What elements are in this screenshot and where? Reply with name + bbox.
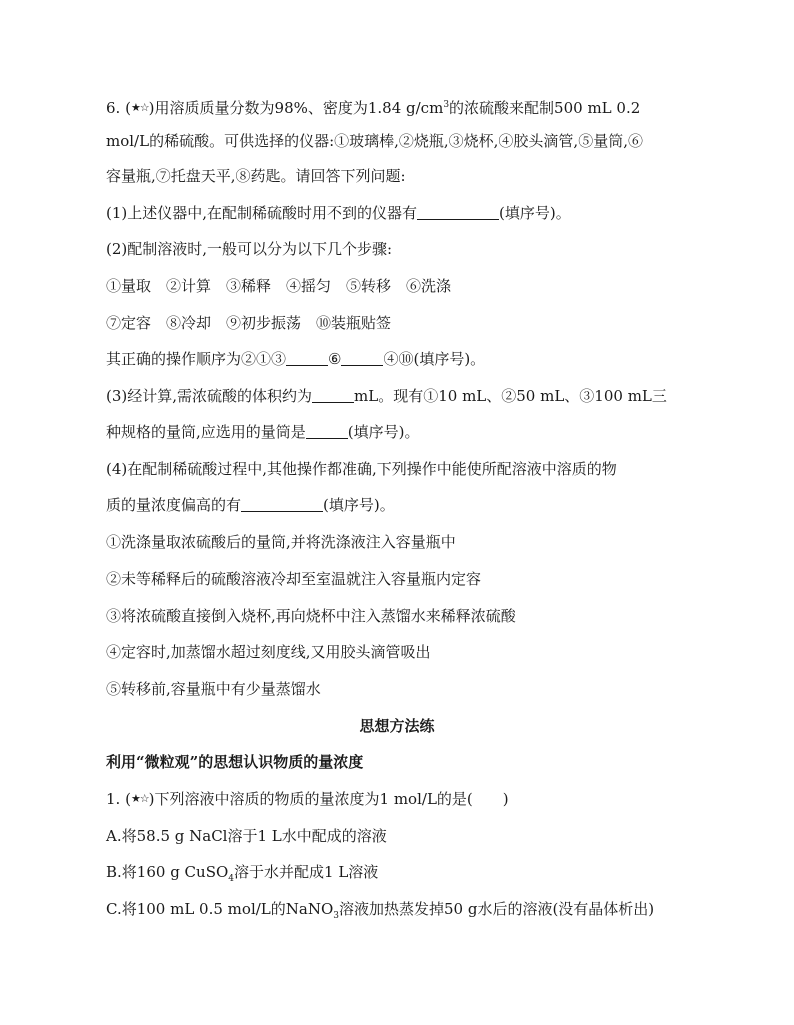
- q6-option-1: ①洗涤量取浓硫酸后的量筒,并将洗涤液注入容量瓶中: [106, 533, 456, 551]
- q6-order: [106, 349, 485, 369]
- q6-order-prefix: 其正确的操作顺序为②①③: [106, 350, 287, 368]
- q1-option-c-suffix: 溶液加热蒸发掉50 g水后的溶液(没有晶体析出): [338, 900, 655, 918]
- q6-superscript: 3: [443, 100, 450, 110]
- q1-option-c: [106, 899, 654, 926]
- answer-blank[interactable]: [241, 497, 323, 512]
- q6-option-4: ④定容时,加蒸馏水超过刻度线,又用胶头滴管吸出: [106, 643, 431, 661]
- q1-option-c-subscript: 3: [333, 911, 339, 921]
- q6-sub1-text: (1)上述仪器中,在配制稀硫酸时用不到的仪器有: [106, 204, 418, 222]
- answer-blank[interactable]: [286, 351, 328, 366]
- q6-option-3: ③将浓硫酸直接倒入烧杯,再向烧杯中注入蒸馏水来稀释浓硫酸: [106, 607, 516, 625]
- q6-stem-part2: 的浓硫酸来配制500 mL 0.2: [449, 99, 641, 117]
- q6-sub2-title: (2)配制溶液时,一般可以分为以下几个步骤:: [106, 240, 393, 258]
- q6-sub4-text: 质的量浓度偏高的有: [106, 496, 242, 514]
- q1-option-b-suffix: 溶于水并配成1 L溶液: [234, 863, 379, 881]
- q6-sub1: [106, 203, 571, 223]
- q6-line3: 容量瓶,⑦托盘天平,⑧药匙。请回答下列问题:: [106, 167, 406, 185]
- q6-sub4-line1: (4)在配制稀硫酸过程中,其他操作都准确,下列操作中能使所配溶液中溶质的物: [106, 460, 617, 478]
- q6-number: 6. (: [106, 99, 131, 117]
- q1-option-b-subscript: 4: [228, 874, 235, 884]
- q1-number: 1. (: [106, 790, 131, 808]
- q1-option-b-text: B.将160 g CuSO: [106, 863, 229, 881]
- q1-stem: [106, 789, 509, 809]
- q6-order-suffix: ④⑩(填序号)。: [383, 350, 486, 368]
- q6-steps-row2: ⑦定容 ⑧冷却 ⑨初步振荡 ⑩装瓶贴签: [106, 314, 392, 332]
- q6-line2: mol/L的稀硫酸。可供选择的仪器:①玻璃棒,②烧瓶,③烧杯,④胶头滴管,⑤量筒,⑥: [106, 132, 643, 150]
- section-title: 思想方法练: [359, 717, 435, 735]
- q6-sub3-line2-text: 种规格的量筒,应选用的量筒是: [106, 423, 306, 441]
- q6-sub4-line2: [106, 495, 395, 515]
- q1-option-b: [106, 862, 378, 889]
- q6-stem-part1: )用溶质质量分数为98%、密度为1.84 g/cm: [148, 99, 444, 117]
- answer-blank[interactable]: [341, 351, 383, 366]
- answer-blank[interactable]: [312, 388, 354, 403]
- difficulty-stars-icon: ★☆: [130, 101, 149, 114]
- q6-sub3-line1: [106, 386, 667, 406]
- q6-option-5: ⑤转移前,容量瓶中有少量蒸馏水: [106, 680, 321, 698]
- q1-option-a: A.将58.5 g NaCl溶于1 L水中配成的溶液: [106, 827, 387, 845]
- answer-blank[interactable]: [306, 424, 348, 439]
- answer-blank[interactable]: [417, 205, 499, 220]
- q6-sub3-line2-suffix: (填序号)。: [347, 423, 420, 441]
- q6-option-2: ②未等稀释后的硫酸溶液冷却至室温就注入容量瓶内定容: [106, 570, 482, 588]
- q1-option-c-text: C.将100 mL 0.5 mol/L的NaNO: [106, 900, 334, 918]
- q6-steps-row1: ①量取 ②计算 ③稀释 ④摇匀 ⑤转移 ⑥洗涤: [106, 277, 452, 295]
- difficulty-stars-icon: ★☆: [130, 792, 149, 805]
- section-subtitle: 利用“微粒观”的思想认识物质的量浓度: [106, 753, 364, 771]
- q6-sub4-suffix: (填序号)。: [323, 496, 395, 514]
- q6-line1: [106, 95, 640, 118]
- q1-stem-text: )下列溶液中溶质的物质的量浓度为1 mol/L的是( ): [148, 790, 509, 808]
- q6-sub1-suffix: (填序号)。: [499, 204, 571, 222]
- q6-order-mid: ⑥: [328, 350, 342, 368]
- q6-sub3-text: (3)经计算,需浓硫酸的体积约为: [106, 387, 313, 405]
- q6-sub3-line2: [106, 422, 420, 442]
- q6-sub3-suffix: mL。现有①10 mL、②50 mL、③100 mL三: [354, 387, 667, 405]
